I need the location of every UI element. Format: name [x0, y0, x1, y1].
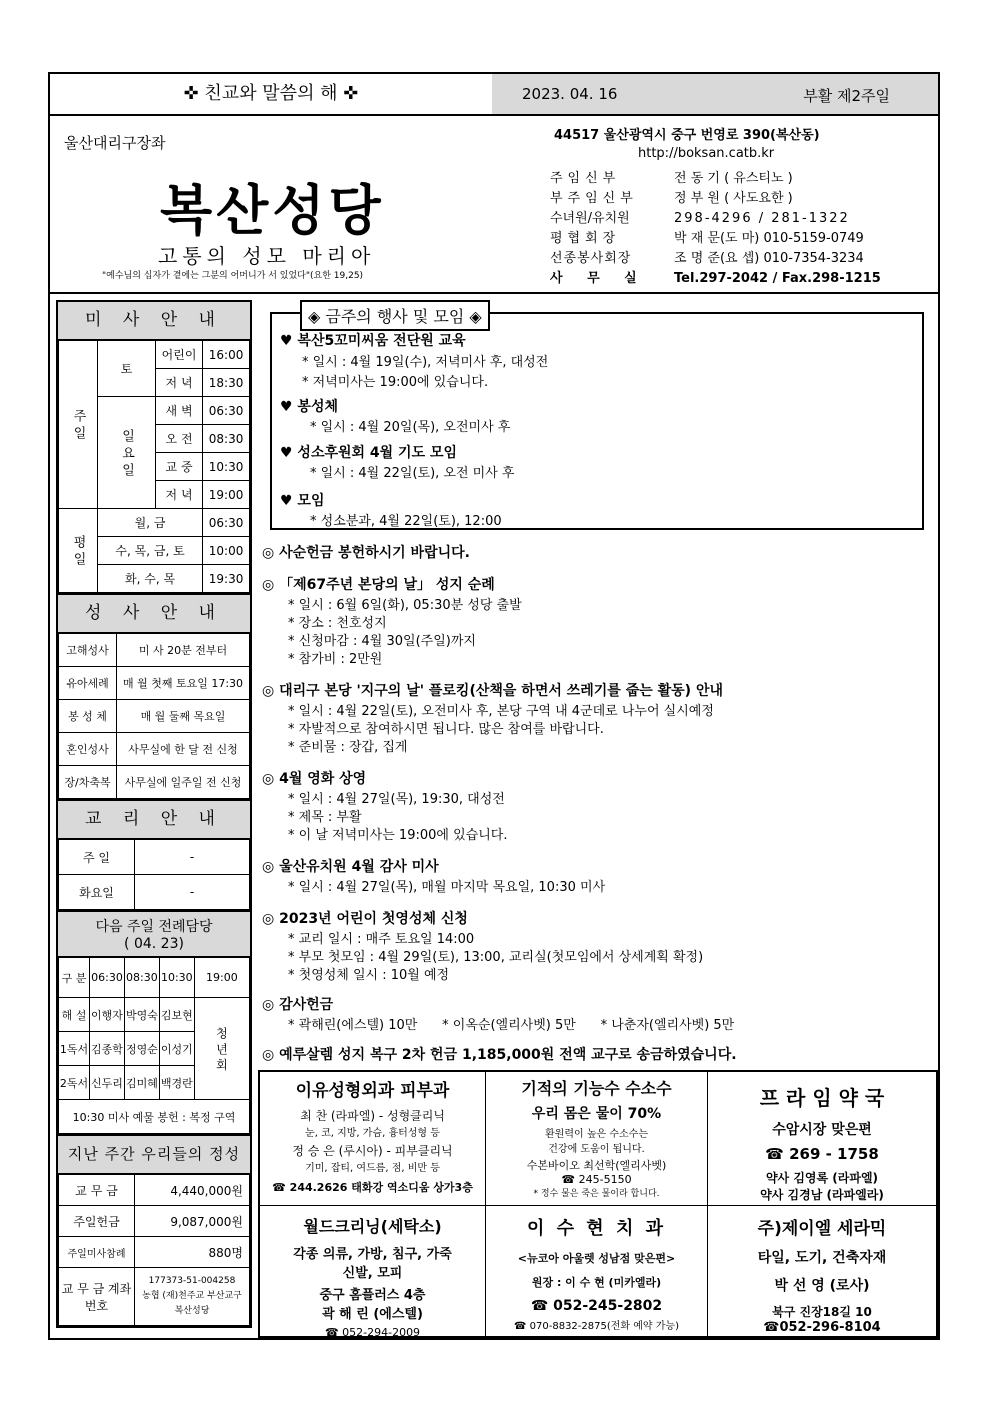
masthead: [50, 116, 938, 294]
sunday-label: 주 일: [59, 341, 98, 509]
advertisements: [258, 1070, 938, 1338]
patron: 고통의 성모 마리아: [158, 244, 376, 268]
website-link[interactable]: http://boksan.catb.kr: [638, 146, 775, 161]
contact-row: 수녀원/유치원 298-4296 / 281-1322: [550, 211, 850, 226]
ad-ceramic: 주)제이엘 세라믹 타일, 도기, 건축자재 박 선 영 (로사) 북구 진장18길 10 ☎052-296-8104: [757, 1219, 887, 1335]
ad-water: 기적의 기능수 수소수 우리 몸은 물이 70% 환원력이 높은 수소수는 건강에 도움이 됩니다. 수본바이오 최선학(엘리사벳) ☎ 245-5150 * 정수 물은 죽은 물이라 합니다.: [486, 1072, 708, 1206]
sacrament-info: 성 사 안 내 고해성사 미 사 20분 전부터 유아세례 매 월 첫째 토요일 17:30 봉 성 체 매 월 둘째 목요일 혼인성사 사무실에 한 달 전 신청 장/차축복 사무실에 일주일 전 신청: [56, 595, 252, 801]
quote: "예수님의 십자가 곁에는 그분의 어머니가 서 있었다"(요한 19,25): [102, 271, 364, 281]
issue-date: 2023. 04. 16: [522, 85, 618, 103]
contact-row: 주임신부 전 동 기 ( 유스티노 ): [550, 171, 793, 186]
mass-title: 미 사 안 내: [58, 302, 250, 340]
motto: ✜ 친교와 말씀의 해 ✜: [183, 83, 359, 104]
ad-dental: 이 수 현 치 과 <뉴코아 아울렛 성남점 맞은편> 원장 : 이 수 현 (미카엘라) ☎ 052-245-2802 ☎ 070-8832-2875(전화 예약 가능): [486, 1206, 708, 1336]
events-title: ◈ 금주의 행사 및 모임 ◈: [300, 300, 490, 331]
contact-row: 부주임신부 정 부 원 ( 사도요한 ): [550, 191, 793, 206]
top-bar: [50, 74, 938, 116]
date-box: [492, 74, 938, 114]
offering-summary: 지난 주간 우리들의 정성 교 무 금 4,440,000원 주일헌금 9,087,000원 주일미사참례 880명 교 무 금 계좌번호 177373-51-004258 농협 (재)천주교 부산교구 복산성당: [56, 1136, 252, 1328]
ad-pharmacy: 프 라 임 약 국 수암시장 맞은편 ☎ 269 - 1758 약사 김영록 (라파엘) 약사 김경남 (라파엘라): [708, 1072, 936, 1206]
contact-row: 평협회장 박 재 문(도 마) 010-5159-0749: [550, 231, 864, 246]
ad-clinic: 이유성형외과 피부과 최 찬 (라파엘) - 성형클리닉 눈, 코, 지방, 가슴, 흉터성형 등 정 승 은 (루시아) - 피부클리닉 기미, 잡티, 여드름, 점, 비만 등 ☎ 244.2626 태화강 역소디움 상가3층: [260, 1072, 486, 1206]
bulletin-frame: ✜ 친교와 말씀의 해 ✜ 2023. 04. 16 부활 제2주일 울산대리구장좌 복산성당 고통의 성모 마리아 "예수님의 십자가 곁에는 그분의 어머니가 서 있었다"(요한 19,25) 44517 울산광역시 중구 번영로 390(복산동) http://boksan.catb.kr 주임신부 전 동 기 ( 유스티노 ) 부주임신부 정 부 원 ( 사도요한 ) 수녀원/유치원 298-4296 / 281-1322 평협회장 박 재 문(도 마) 010-5159-0749 선종봉사회장 조 명 준(요 셉) 010-7354-3234 사 무 실 Tel.297-2042 / Fax.298-1215 미 사 안 내 주 일 토 어린이 16:00 저 녁 18:30 일 요 일 새 벽 06:30 오 전 08:30 교 중 10:30 저 녁 19:00 평 일 월, 금 06:30 수, 목, 금, 토 10:00 화, 수, 목 19:30 성 사 안 내 고해성사 미 사 20분 전부터 유아세례 매 월 첫째 토요일 17:30 봉 성 체 매 월 둘째 목요일 혼인성사 사무실에 한 달 전 신청 장/차축복 사무실에 일주일 전 신청 교 리 안 내 주 일 - 화요일 - 다음 주일 전례담당 ( 04. 23) 구 분 06:30 08:30 10:30 19:00 해 설 이행자 박영숙 김보현 청 년 회 1독서 김종학 정영순 이성기 2독서 신두리 김미혜 백경란 10:30 미사 예물 봉헌 : 복정 구역 지난 주간 우리들의 정성 교 무 금 4,440,000원 주일헌금 9,087,000원 주일미사참례 880명 교 무 금 계좌번호 177373-51-004258 농협 (재)천주교 부산교구 복산성당 ◈ 금주의 행사 및 모임 ◈ ♥ 복산5꼬미씨움 전단원 교육 * 일시 : 4월 19일(수), 저녁미사 후, 대성전 * 저녁미사는 19:00에 있습니다. ♥ 봉성체 * 일시 : 4월 20일(목), 오전미사 후 ♥ 성소후원회 4월 기도 모임 * 일시 : 4월 22일(토), 오전 미사 후 ♥ 모임 * 성소분과, 4월 22일(토), 12:00 ◎ 사순헌금 봉헌하시기 바랍니다. ◎ 「제67주년 본당의 날」 성지 순례 * 일시 : 6월 6일(화), 05:30분 성당 출발 * 장소 : 천호성지 * 신청마감 : 4월 30일(주일)까지 * 참가비 : 2만원 ◎ 대리구 본당 '지구의 날' 플로킹(산책을 하면서 쓰레기를 줍는 활동) 안내 * 일시 : 4월 22일(토), 오전미사 후, 본당 구역 내 4군데로 나누어 실시예정 * 자발적으로 참여하시면 됩니다. 많은 참여를 바랍니다. * 준비물 : 장갑, 집게 ◎ 4월 영화 상영 * 일시 : 4월 27일(목), 19:30, 대성전 * 제목 : 부활 * 이 날 저녁미사는 19:00에 있습니다. ◎ 울산유치원 4월 감사 미사 * 일시 : 4월 27일(목), 매월 마지막 목요일, 10:30 미사 ◎ 2023년 어린이 첫영성체 신청 * 교리 일시 : 매주 토요일 14:00 * 부모 첫모임 : 4월 29일(토), 13:00, 교리실(첫모임에서 상세계획 확정) * 첫영성체 일시 : 10월 예정 ◎ 감사헌금 * 곽해린(에스텔) 10만 * 이옥순(엘리사벳) 5만 * 나춘자(엘리사벳) 5만 ◎ 예루살렘 성지 복구 2차 헌금 1,185,000원 전액 교구로 송금하였습니다. 이유성형외과 피부과 최 찬 (라파엘) - 성형클리닉 눈, 코, 지방, 가슴, 흉터성형 등 정 승 은 (루시아) - 피부클리닉 기미, 잡티, 여드름, 점, 비만 등 ☎ 244.2626 태화강 역소디움 상가3층 기적의 기능수 수소수 우리 몸은 물이 70% 환원력이 높은 수소수는 건강에 도움이 됩니다. 수본바이오 최선학(엘리사벳) ☎ 245-5150 * 정수 물은 죽은 물이라 합니다. 프 라 임 약 국 수암시장 맞은편 ☎ 269 - 1758 약사 김영록 (라파엘) 약사 김경남 (라파엘라) 월드크리닝(세탁소) 각종 의류, 가방, 침구, 가죽 신발, 모피 중구 홈플러스 4층 곽 해 린 (에스텔) ☎ 052-294-2009 이 수 현 치 과 <뉴코아 아울렛 성남점 맞은편> 원장 : 이 수 현 (미카엘라) ☎ 052-245-2802 ☎ 070-8832-2875(전화 예약 가능) 주)제이엘 세라믹 타일, 도기, 건축자재 박 선 영 (로사) 북구 진장18길 10 ☎052-296-8104: [48, 72, 940, 1340]
liturgy-duty: 다음 주일 전례담당 ( 04. 23) 구 분 06:30 08:30 10:30 19:00 해 설 이행자 박영숙 김보현 청 년 회 1독서 김종학 정영순 이성기 2독서 신두리 김미혜 백경란 10:30 미사 예물 봉헌 : 복정 구역: [56, 912, 252, 1136]
weekly-events: ◈ 금주의 행사 및 모임 ◈ ♥ 복산5꼬미씨움 전단원 교육 * 일시 : 4월 19일(수), 저녁미사 후, 대성전 * 저녁미사는 19:00에 있습니다. ♥ 봉성체 * 일시 : 4월 20일(목), 오전미사 후 ♥ 성소후원회 4월 기도 모임 * 일시 : 4월 22일(토), 오전 미사 후 ♥ 모임 * 성소분과, 4월 22일(토), 12:00: [270, 312, 924, 530]
church-name: 복산성당: [160, 178, 385, 242]
contact-row: 선종봉사회장 조 명 준(요 셉) 010-7354-3234: [550, 251, 864, 266]
diocese: 울산대리구장좌: [64, 134, 166, 152]
liturgical-week: 부활 제2주일: [803, 87, 890, 105]
mass-schedule: 미 사 안 내 주 일 토 어린이 16:00 저 녁 18:30 일 요 일 새 벽 06:30 오 전 08:30 교 중 10:30 저 녁 19:00 평 일 월, 금 06:30 수, 목, 금, 토 10:00 화, 수, 목 19:30: [56, 300, 252, 595]
address: 44517 울산광역시 중구 번영로 390(복산동): [554, 128, 820, 143]
contact-row: 사 무 실 Tel.297-2042 / Fax.298-1215: [550, 271, 881, 286]
ad-laundry: 월드크리닝(세탁소) 각종 의류, 가방, 침구, 가죽 신발, 모피 중구 홈플러스 4층 곽 해 린 (에스텔) ☎ 052-294-2009: [260, 1206, 486, 1336]
left-column: [56, 300, 252, 1328]
doctrine-info: 교 리 안 내 주 일 - 화요일 -: [56, 801, 252, 912]
